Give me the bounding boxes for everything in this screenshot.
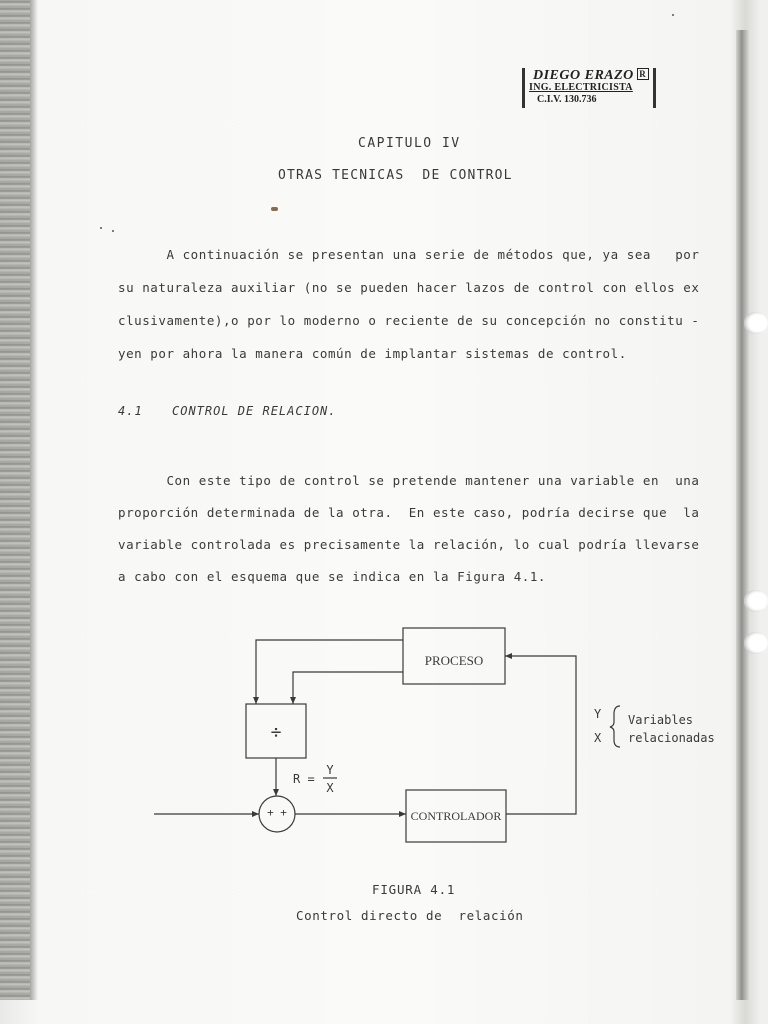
section-body-line: proporción determinada de la otra. En este caso, podría decirse que la: [118, 505, 700, 520]
signal-x-line: [293, 672, 403, 704]
speck: [100, 227, 102, 229]
ratio-numerator: Y: [326, 763, 334, 777]
speck: [672, 14, 674, 16]
speck: [112, 230, 114, 232]
stamp-name: DIEGO ERAZO: [533, 68, 634, 83]
section-title: CONTROL DE RELACION.: [172, 404, 337, 418]
page-binding-shadow: [0, 0, 38, 1000]
speck: [271, 207, 278, 211]
process-label: PROCESO: [424, 653, 484, 668]
figure-description: Control directo de relación: [296, 908, 524, 923]
punch-hole: [744, 590, 768, 612]
curly-brace: [610, 706, 620, 747]
controller-label: CONTROLADOR: [410, 809, 502, 823]
intro-line: yen por ahora la manera común de implantar sistemas de control.: [118, 346, 627, 361]
punch-hole: [744, 312, 768, 334]
intro-line: su naturaleza auxiliar (no se pueden hacer lazos de control con ellos ex: [118, 280, 700, 295]
ratio-lhs: R =: [293, 772, 315, 786]
section-body-line: variable controlada es precisamente la relación, lo cual podría llevarse: [118, 537, 700, 552]
stamp-license: C.I.V. 130.736: [537, 94, 597, 105]
section-number: 4.1: [118, 404, 143, 418]
punch-hole: [744, 632, 768, 654]
controller-output-line: [505, 656, 576, 814]
summer-signs: + +: [267, 806, 287, 819]
stamp-title: ING. ELECTRICISTA: [529, 82, 633, 93]
section-body-line: a cabo con el esquema que se indica en la Figura 4.1.: [118, 569, 547, 584]
stamp-r-mark: R: [637, 68, 649, 80]
intro-line: clusivamente),o por lo moderno o reciente de su concepción no constitu -: [118, 313, 700, 328]
figure-caption: FIGURA 4.1: [372, 882, 456, 897]
intro-line: A continuación se presentan una serie de métodos que, ya sea por: [118, 247, 700, 262]
section-body-line: Con este tipo de control se pretende mantener una variable en una: [118, 473, 700, 488]
related-variables-legend: [590, 700, 730, 750]
brace-label-variables: Variables: [628, 713, 694, 727]
divider-symbol: ÷: [270, 722, 282, 743]
brace-label-related: relacionadas: [628, 731, 715, 745]
engineer-stamp: [522, 68, 656, 108]
ratio-denominator: X: [326, 781, 334, 795]
legend-y: Y: [594, 707, 602, 721]
chapter-number: CAPITULO IV: [358, 136, 461, 151]
ratio-control-diagram: [150, 620, 590, 860]
page-edge-shadow: [736, 30, 750, 1000]
chapter-title: OTRAS TECNICAS DE CONTROL: [278, 168, 513, 183]
legend-x: X: [594, 731, 602, 745]
